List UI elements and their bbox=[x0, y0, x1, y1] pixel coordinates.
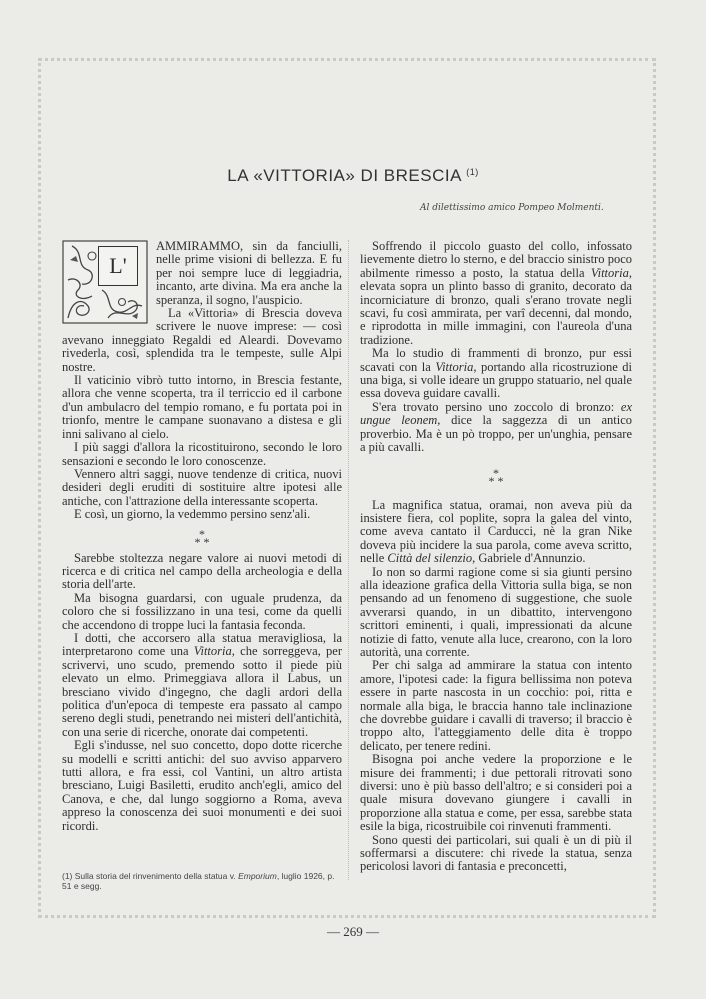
paragraph bbox=[62, 632, 342, 739]
asterism: * * * bbox=[488, 465, 504, 488]
text-span: , Gabriele d'Annunzio. bbox=[472, 551, 586, 566]
text-span: Ma lo studio di frammenti di bronzo, pur essi scavati con la bbox=[360, 346, 632, 374]
section-separator bbox=[360, 465, 632, 488]
footnote bbox=[62, 871, 342, 891]
title-footnote-mark: (1) bbox=[466, 167, 479, 177]
paragraph bbox=[360, 347, 632, 401]
paragraph: Io non so darmi ragione come si sia giunti persino alla ideazione grafica della Vittoria sulla biga, se non pensando ad un fenomeno di suggestione, che suole avverarsi quando, in un dibattito, intervengono scrittori eminenti, i quali, impressionati da alcune notizie di fatto, venute alla luce, crearono, con la loro autorità, una corrente. bbox=[360, 564, 632, 659]
paragraph: AMMIRAMMO, sin da fanciulli, nelle prime visioni di bellezza. E fu per noi sempre luce di leggiadria, incanto, arte divina. Ma era anche la speranza, il sogno, l'auspicio. bbox=[156, 239, 342, 307]
paragraph: La «Vittoria» di Brescia doveva scrivere le nuove imprese: — così avevano inneggiato Regaldi ed Aleardi. Dovevamo rivederla, così, splendida tra le tempeste, sulle Alpi nostre. bbox=[62, 306, 342, 374]
paragraph: Per chi salga ad ammirare la statua con intento amore, l'ipotesi cade: la figura bellissima non poteva essere in parte nascosta in un cocchio: poi, ritta e normale alla biga, le braccia hanno tale inclinazione che dovrebbe guidare i cavalli di traverso; il braccio è troppo alto, l'atteggiamento delle dita è troppo delicato, per tenere redini. bbox=[360, 658, 632, 753]
italic-text: ex ungue leonem bbox=[360, 399, 632, 428]
title-text: LA «VITTORIA» DI BRESCIA bbox=[227, 166, 461, 185]
paragraph: Il vaticinio vibrò tutto intorno, in Brescia festante, allora che venne scoperta, tra il terriccio ed il carbone d'un ambulacro del tempio romano, e fu portata poi in trionfo, mentre le campane suonavano a distesa e gli inni salivano al cielo. bbox=[62, 373, 342, 441]
paragraph: Ma bisogna guardarsi, con uguale prudenza, da coloro che si fossilizzano in una tesi, come da quelli che accendono di troppe luci la fantasia feconda. bbox=[62, 590, 342, 632]
italic-text: Vittoria bbox=[435, 359, 474, 374]
text-span: , dice la saggezza di un antico proverbio. Ma è un pò troppo, per un'unghia, pensare a più cavalli. bbox=[360, 413, 632, 455]
paragraph: I più saggi d'allora la ricostituirono, secondo le loro sensazioni e secondo le loro conoscenze. bbox=[62, 440, 342, 468]
article-title bbox=[0, 166, 706, 186]
section-separator bbox=[62, 526, 342, 549]
paragraph: Sono questi dei particolari, sui quali è un di più il soffermarsi a discutere: chi rivede la statua, senza pericolosi lavori di fantasia e preconcetti, bbox=[360, 832, 632, 874]
italic-text: Vittoria bbox=[590, 265, 629, 280]
text-span: Soffrendo il piccolo guasto del collo, infossato lievemente dietro lo sterno, e del braccio sinistro poco abilmente rimesso a posto, la statua della bbox=[360, 239, 632, 280]
dedication: Al dilettissimo amico Pompeo Molmenti. bbox=[420, 203, 604, 213]
text-span: , che sorreggeva, per scrivervi, uno scudo, premendo sotto il piede più elevato un elmo. Primeggiava allora il Labus, un bresciano vivido d'ingegno, che dagli ardori della politica d'un'epoca di tempeste era passato al campo sereno degli studi, penetrando nei misteri dell'antichità, con una serie di ricerche, onorate dai competenti. bbox=[62, 644, 342, 739]
left-column bbox=[62, 240, 342, 833]
paragraph: E così, un giorno, la vedemmo persino senz'ali. bbox=[74, 507, 311, 522]
asterism: * * * bbox=[194, 526, 210, 549]
text-span: La magnifica statua, oramai, non aveva più da insistere fiera, col poplite, sopra la galea del vinto, come aveva cantato il Carducci, nè la gran Nike doveva più incidere la sua parola, come aveva scritto, nelle bbox=[360, 497, 632, 566]
paragraph bbox=[360, 401, 632, 455]
footnote-text: , luglio 1926, p. 51 e segg. bbox=[62, 871, 335, 891]
column-divider bbox=[348, 240, 349, 880]
text-span: I dotti, che accorsero alla statua meravigliosa, la interpretarono come una bbox=[62, 630, 342, 659]
dropcap-ornament bbox=[62, 240, 148, 324]
paragraph: Vennero altri saggi, nuove tendenze di critica, nuovi desideri degli eruditi di sostituire altre ipotesi alle antiche, con l'attrazione della interessante scoperta. bbox=[62, 466, 342, 508]
paragraph: Egli s'indusse, nel suo concetto, dopo dotte ricerche su modelli e scritti antichi: del suo avviso apparvero tutti allora, e fra essi, col Vantini, un altro artista bresciano, Luigi Basiletti, erudito anch'egli, amico del Canova, e che, dal lungo soggiorno a Roma, aveva appreso la conoscenza dei suoi monumenti e dei suoi ricordi. bbox=[62, 738, 342, 833]
text-span: , elevata sopra un plinto basso di granito, decorato da incorniciature di bronzo, quali s'erano trovate negli scavi, fu così ammirata, per varî decenni, dal mondo, e riprodotta in mille immagini, con l'aureola d'una tradizione. bbox=[360, 265, 632, 347]
paragraph: Sarebbe stoltezza negare valore ai nuovi metodi di ricerca e di critica nel campo della archeologia e della storia dell'arte. bbox=[62, 550, 342, 592]
footnote-italic: Emporium bbox=[238, 871, 277, 881]
text-span: S'era trovato persino uno zoccolo di bronzo: bbox=[372, 399, 621, 414]
right-column bbox=[360, 240, 632, 874]
footnote-text: (1) Sulla storia del rinvenimento della statua v. bbox=[62, 871, 239, 881]
text-span: , portando alla ricostruzione di una biga, si volle ideare un gruppo statuario, nel quale essa doveva guidare cavalli. bbox=[360, 359, 633, 401]
dropcap-letter: L' bbox=[98, 246, 138, 286]
page-number: — 269 — bbox=[327, 924, 379, 939]
paragraph bbox=[360, 240, 632, 347]
paragraph: Bisogna poi anche vedere la proporzione e le misure dei frammenti; i due pettorali ritrovati sono diversi: uno è più basso dell'altro; e si consideri poi a quale misura dovevano giungere i cavalli in proporzione alla statua e come, per essa, sarebbe stata esile la biga, ricostruibile coi rinvenuti frammenti. bbox=[360, 752, 632, 834]
italic-text: Vittoria bbox=[193, 644, 232, 659]
paragraph bbox=[360, 499, 632, 566]
italic-text: Città del silenzio bbox=[387, 551, 473, 566]
